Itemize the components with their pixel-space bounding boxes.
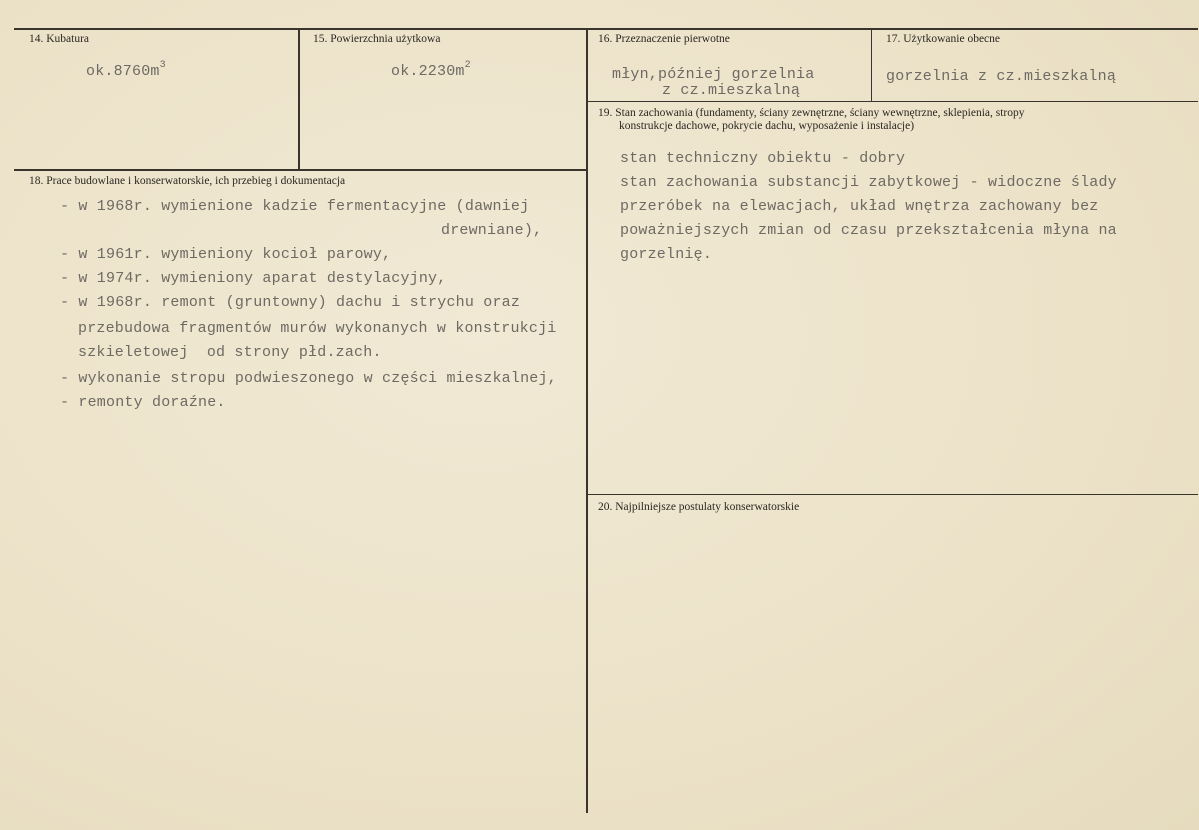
field-18-line-8: - wykonanie stropu podwieszonego w części mieszkalnej, (60, 370, 557, 387)
field-19-line-5: gorzelnię. (620, 246, 713, 263)
field-18-line-6: przebudowa fragmentów murów wykonanych w konstrukcji (78, 320, 557, 337)
field-18-line-7: szkieletowej od strony płd.zach. (78, 344, 382, 361)
divider-14-15 (298, 30, 300, 170)
field-20-label: 20. Najpilniejsze postulaty konserwatorskie (598, 501, 800, 513)
field-19-line-3: przeróbek na elewacjach, układ wnętrza zachowany bez (620, 198, 1099, 215)
field-19-label-line-1: 19. Stan zachowania (fundamenty, ściany zewnętrzne, ściany wewnętrzne, sklepienia, stropy (598, 107, 1025, 119)
field-19-line-2: stan zachowania substancji zabytkowej - widoczne ślady (620, 174, 1117, 191)
field-18-line-5: - w 1968r. remont (gruntowny) dachu i strychu oraz (60, 294, 521, 311)
divider-16-19 (587, 101, 1198, 102)
field-17-value: gorzelnia z cz.mieszkalną (886, 68, 1117, 85)
field-14-unit-exponent: 3 (159, 60, 166, 71)
field-19-label-line-2: konstrukcje dachowe, pokrycie dachu, wyposażenie i instalacje) (619, 120, 915, 132)
field-15-value (391, 62, 471, 80)
field-17-label: 17. Użytkowanie obecne (886, 33, 1001, 45)
divider-16-17 (871, 30, 872, 102)
field-14-value (86, 62, 166, 80)
field-18-line-2: drewniane), (441, 222, 543, 239)
divider-left-18 (14, 169, 587, 171)
field-19-line-4: poważniejszych zmian od czasu przekształcenia młyna na (620, 222, 1117, 239)
divider-main-vertical (586, 30, 588, 813)
field-19-line-1: stan techniczny obiektu - dobry (620, 150, 906, 167)
field-18-line-9: - remonty doraźne. (60, 394, 226, 411)
divider-19-20 (587, 494, 1198, 495)
field-15-label: 15. Powierzchnia użytkowa (313, 33, 441, 45)
field-18-line-3: - w 1961r. wymieniony kocioł parowy, (60, 246, 392, 263)
field-16-label: 16. Przeznaczenie pierwotne (598, 33, 730, 45)
field-18-line-4: - w 1974r. wymieniony aparat destylacyjny, (60, 270, 447, 287)
field-14-label: 14. Kubatura (29, 33, 90, 45)
field-16-line-2: z cz.mieszkalną (662, 82, 801, 99)
field-15-unit-exponent: 2 (464, 60, 471, 71)
field-18-line-1: - w 1968r. wymienione kadzie fermentacyjne (dawniej (60, 198, 530, 215)
field-18-label: 18. Prace budowlane i konserwatorskie, ich przebieg i dokumentacja (29, 175, 346, 187)
field-14-number: ok.8760m (86, 63, 160, 80)
top-border (14, 28, 1198, 30)
field-16-line-1: młyn,później gorzelnia (612, 66, 815, 83)
field-15-number: ok.2230m (391, 63, 465, 80)
